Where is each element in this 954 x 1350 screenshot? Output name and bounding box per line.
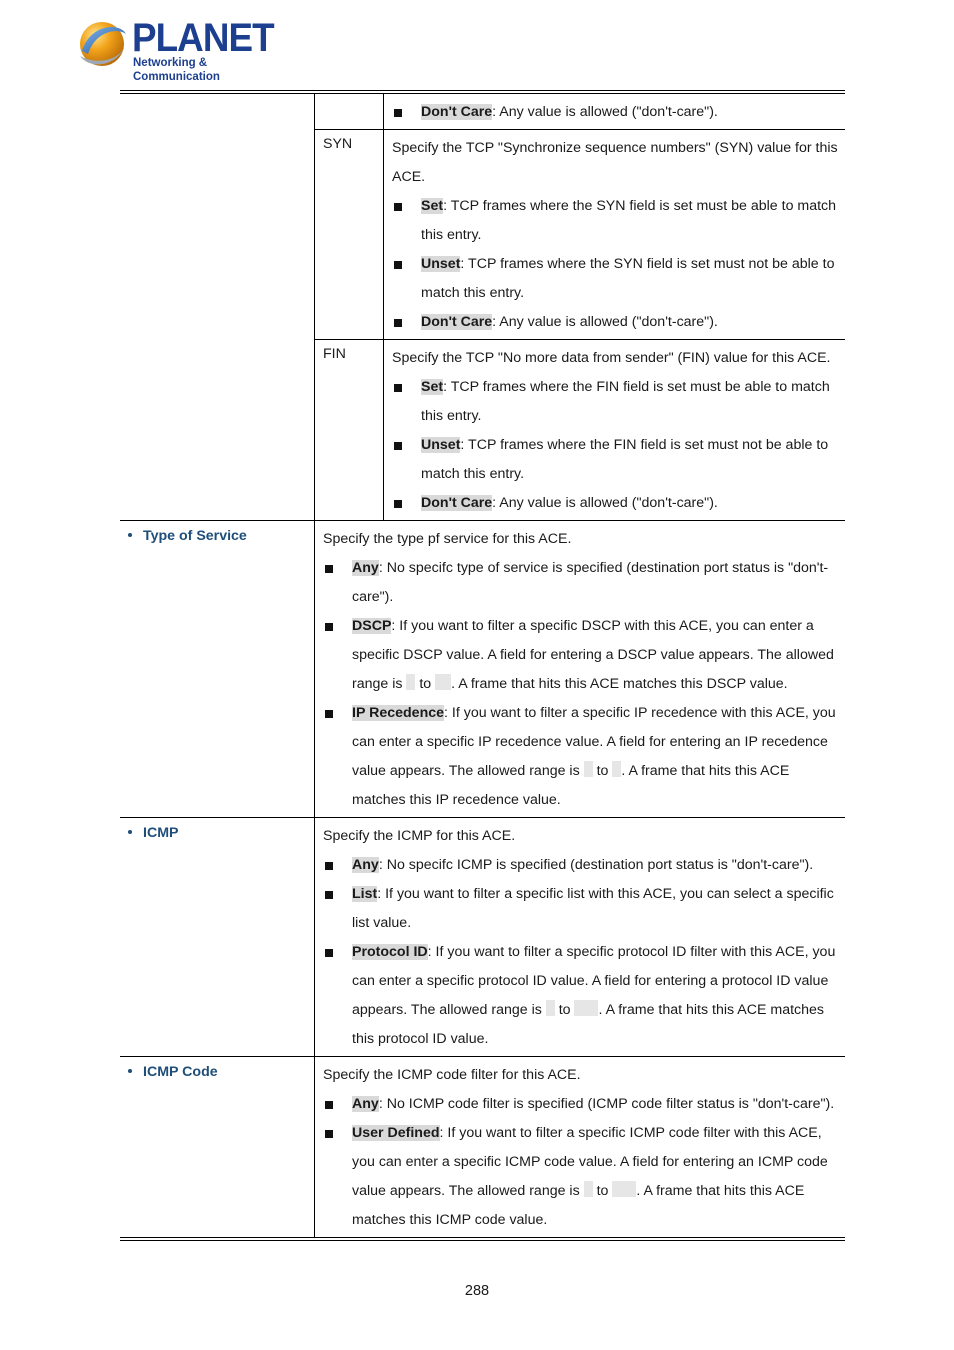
brand-name: PLANET <box>132 16 274 60</box>
param-icmp <box>120 818 314 841</box>
item-text: : If you want to filter a specific DSCP with this ACE, you can enter a specific DSCP value. A field for entering a DSCP value appears. The allowed range is <box>352 618 834 692</box>
item-text: : No ICMP code filter is specified (ICMP code filter status is "don't-care"). <box>378 1096 835 1112</box>
list-item <box>323 1090 841 1119</box>
range-max-placeholder <box>612 1181 636 1197</box>
keyword: Protocol ID <box>352 944 428 960</box>
range-to: to <box>592 1183 613 1199</box>
list-item <box>323 938 841 1054</box>
item-text: : TCP frames where the FIN field is set must not be able to match this entry. <box>421 437 829 482</box>
bullet-dot-icon <box>128 533 132 537</box>
param-intro: Specify the ICMP code filter for this ACE. <box>323 1067 581 1083</box>
item-text: : No specifc ICMP is specified (destination port status is "don't-care"). <box>378 857 814 873</box>
keyword: Don't Care <box>421 104 493 120</box>
square-bullet-icon <box>325 949 333 957</box>
square-bullet-icon <box>325 623 333 631</box>
param-label: Type of Service <box>143 528 247 544</box>
keyword: Don't Care <box>421 495 493 511</box>
keyword: Any <box>352 1096 379 1112</box>
square-bullet-icon <box>325 862 333 870</box>
square-bullet-icon <box>394 261 402 269</box>
param-icmp-code <box>120 1057 314 1080</box>
flag-name: SYN <box>315 130 384 340</box>
keyword: Any <box>352 857 379 873</box>
parameter-table <box>120 90 845 1241</box>
subtable-row <box>315 94 845 130</box>
square-bullet-icon <box>325 565 333 573</box>
square-bullet-icon <box>325 1130 333 1138</box>
flag-name: FIN <box>315 340 384 521</box>
range-min-placeholder <box>584 1181 593 1197</box>
page-number: 288 <box>464 1283 490 1299</box>
range-max-placeholder <box>574 1000 598 1016</box>
list-item <box>323 880 841 938</box>
item-text: : If you want to filter a specific list with this ACE, you can select a specific list value. <box>352 886 834 931</box>
range-to: to <box>554 1002 575 1018</box>
square-bullet-icon <box>394 500 402 508</box>
square-bullet-icon <box>394 203 402 211</box>
item-text-tail: . A frame that hits this ACE matches this ICMP code value. <box>352 1183 805 1228</box>
table-row <box>120 521 845 818</box>
list-item <box>392 192 841 250</box>
list-item <box>323 699 841 815</box>
range-max-placeholder <box>435 674 451 690</box>
list-item <box>392 431 841 489</box>
subtable-row <box>315 340 845 521</box>
keyword: Unset <box>421 437 461 453</box>
item-text: : TCP frames where the FIN field is set must be able to match this entry. <box>421 379 830 424</box>
flag-intro: Specify the TCP "No more data from sender" (FIN) value for this ACE. <box>392 350 831 366</box>
range-to: to <box>415 676 436 692</box>
item-text: : Any value is allowed ("don't-care"). <box>492 314 718 330</box>
keyword: List <box>352 886 378 902</box>
range-min-placeholder <box>584 761 593 777</box>
list-item <box>392 373 841 431</box>
item-text: : No specifc type of service is specified (destination port status is "don't-care"). <box>352 560 829 605</box>
square-bullet-icon <box>325 1101 333 1109</box>
bullet-dot-icon <box>128 830 132 834</box>
subtable-row <box>315 130 845 340</box>
keyword: Set <box>421 198 444 214</box>
planet-logo <box>76 16 276 83</box>
item-text-tail: . A frame that hits this ACE matches this DSCP value. <box>451 676 788 692</box>
list-item <box>323 1119 841 1235</box>
range-min-placeholder <box>546 1000 555 1016</box>
range-max-placeholder <box>612 761 621 777</box>
keyword: DSCP <box>352 618 392 634</box>
range-to: to <box>592 763 613 779</box>
item-text: : TCP frames where the SYN field is set must not be able to match this entry. <box>421 256 835 301</box>
flag-name <box>315 94 384 130</box>
list-item <box>392 308 841 337</box>
flag-intro: Specify the TCP "Synchronize sequence numbers" (SYN) value for this ACE. <box>392 140 838 185</box>
item-text: : Any value is allowed ("don't-care"). <box>492 495 718 511</box>
table-row <box>120 818 845 1057</box>
param-type-of-service <box>120 521 314 544</box>
tcp-flags-subtable <box>315 94 845 520</box>
item-text: : If you want to filter a specific protocol ID filter with this ACE, you can enter a specific protocol ID value. A field for entering a protocol ID value appears. The allowed range is <box>352 944 836 1018</box>
keyword: User Defined <box>352 1125 440 1141</box>
table-row <box>120 1057 845 1238</box>
square-bullet-icon <box>325 710 333 718</box>
item-text: : Any value is allowed ("don't-care"). <box>492 104 718 120</box>
keyword: Don't Care <box>421 314 493 330</box>
list-item <box>392 250 841 308</box>
planet-globe-icon <box>76 18 128 70</box>
table-bottom-rule-inner <box>120 1237 845 1238</box>
square-bullet-icon <box>394 384 402 392</box>
param-intro: Specify the type pf service for this ACE. <box>323 531 572 547</box>
item-text: : If you want to filter a specific ICMP code filter with this ACE, you can enter a specific ICMP code value. A field for entering an ICMP code value appears. The allowed range is <box>352 1125 828 1199</box>
list-item <box>323 612 841 699</box>
tcp-flags-cell <box>315 94 846 521</box>
param-label: ICMP Code <box>143 1064 218 1080</box>
item-text-tail: . A frame that hits this ACE matches this IP recedence value. <box>352 763 790 808</box>
square-bullet-icon <box>394 319 402 327</box>
item-text: : If you want to filter a specific IP recedence with this ACE, you can enter a specific IP recedence value. A field for entering an IP recedence value appears. The allowed range is <box>352 705 836 779</box>
table-top-rule <box>120 90 845 91</box>
keyword: Any <box>352 560 379 576</box>
brand-tagline: Networking & Communication <box>133 57 220 83</box>
param-intro: Specify the ICMP for this ACE. <box>323 828 516 844</box>
table-bottom-rule <box>120 1240 845 1241</box>
table-row <box>120 94 845 521</box>
list-item <box>392 98 841 127</box>
list-item <box>323 554 841 612</box>
bullet-dot-icon <box>128 1069 132 1073</box>
keyword: IP Recedence <box>352 705 445 721</box>
param-label: ICMP <box>143 825 179 841</box>
list-item <box>323 851 841 880</box>
square-bullet-icon <box>394 109 402 117</box>
list-item <box>392 489 841 518</box>
keyword: Unset <box>421 256 461 272</box>
item-text: : TCP frames where the SYN field is set must be able to match this entry. <box>421 198 837 243</box>
square-bullet-icon <box>394 442 402 450</box>
param-cell-empty <box>120 94 315 521</box>
square-bullet-icon <box>325 891 333 899</box>
keyword: Set <box>421 379 444 395</box>
item-text-tail: . A frame that hits this ACE matches this protocol ID value. <box>352 1002 825 1047</box>
